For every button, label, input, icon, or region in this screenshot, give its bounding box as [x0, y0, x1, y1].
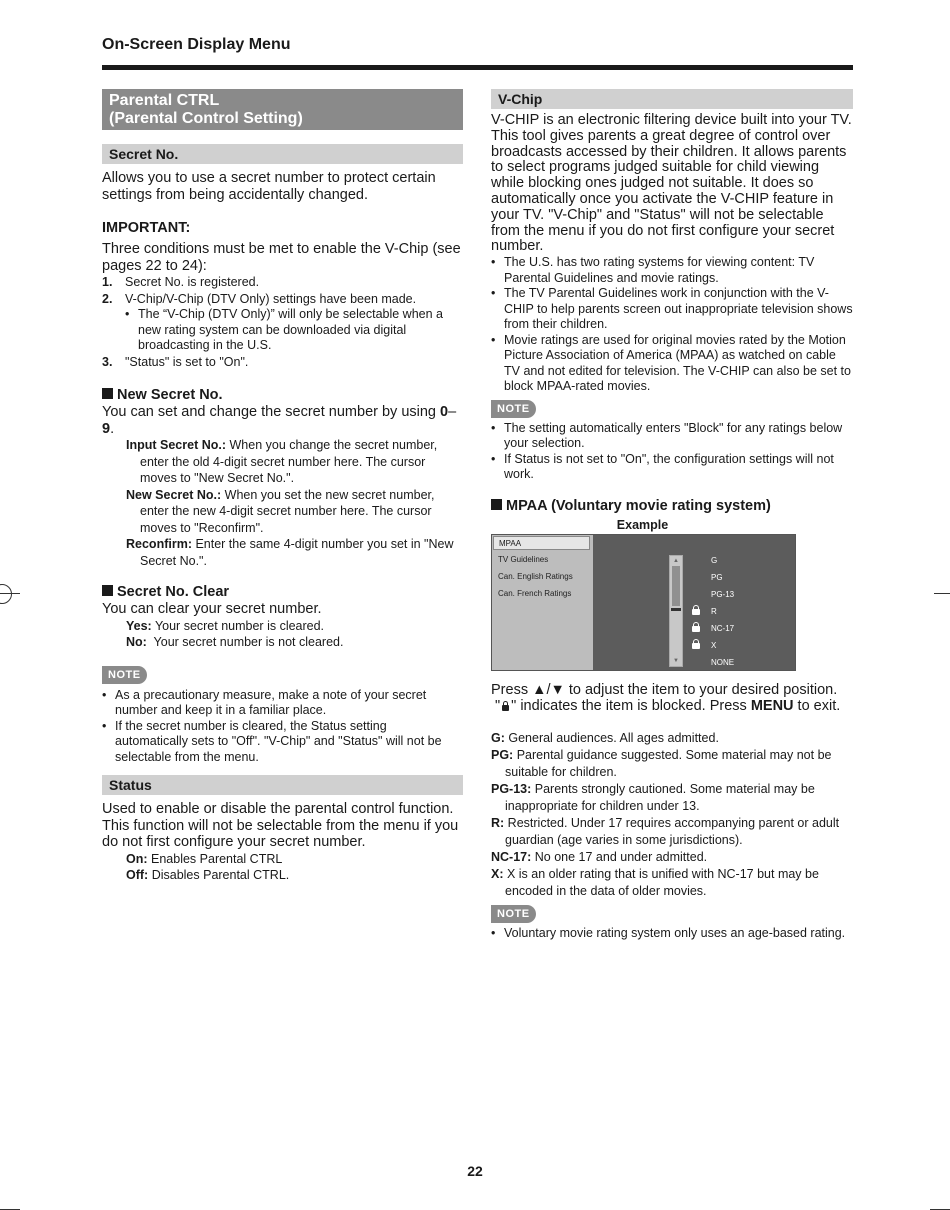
- def-new-secret: [102, 487, 463, 537]
- def-on: [102, 851, 463, 868]
- lock-icon: [692, 609, 700, 615]
- intro-digit: 9: [102, 420, 111, 437]
- osd-scroll-thumb: [671, 608, 681, 611]
- lock-icon: [692, 626, 700, 632]
- clear-heading-text: Secret No. Clear: [117, 584, 230, 600]
- rating-def-pg13: [491, 781, 853, 815]
- sub-bullet-text: The “V-Chip (DTV Only)” will only be selectable when a new rating system can be downloaded via digital broadcasting in the U.S.: [138, 307, 443, 352]
- def-desc: When you change the secret number, enter the old 4-digit secret number here. The cursor moves to "New Secret No.".: [140, 438, 438, 485]
- note-text: The setting automatically enters "Block" for any ratings below your selection.: [504, 420, 843, 451]
- osd-rating-none: NONE: [711, 657, 735, 667]
- note-item: • As a precautionary measure, make a note of your secret number and keep it in a familiar place.: [102, 688, 463, 719]
- note-list-left: [102, 688, 463, 766]
- note-text: If Status is not set to "On", the configuration settings will not work.: [504, 451, 834, 482]
- def-input-secret: [102, 437, 463, 487]
- def-term: Input Secret No.:: [126, 438, 227, 452]
- menu-key-label: MENU: [750, 698, 794, 715]
- vchip-intro: V-CHIP is an electronic filtering device built into your TV. This tool gives parents a great degree of control over broadcasts accessed by their children. It allows parents to select programs judged suitable for child viewing while blocking ones judged not suitable. It does so automatically once you activate the V-CHIP feature in your TV. "V-Chip" and "Status" will not be selectable from the menu if you do not first configure your secret number.: [491, 112, 852, 255]
- osd-menu-item-mpaa: MPAA: [493, 536, 590, 550]
- left-column: [102, 89, 463, 884]
- intro-text: You can set and change the secret number by using: [102, 404, 441, 420]
- square-bullet-icon: [102, 585, 113, 596]
- def-term: Yes:: [126, 618, 152, 633]
- section-title-line1: Parental CTRL: [109, 92, 220, 109]
- def-desc: General audiences. All ages admitted.: [504, 730, 719, 745]
- note-badge: NOTE: [491, 400, 536, 418]
- def-term: NC-17:: [491, 849, 532, 864]
- rating-definitions: [491, 730, 853, 900]
- def-term: X:: [491, 866, 504, 881]
- rating-def-pg: [491, 747, 853, 781]
- note-text: As a precautionary measure, make a note of your secret number and keep it in a familiar place.: [115, 687, 427, 717]
- osd-rating-g: G: [711, 555, 718, 565]
- note-badge: NOTE: [491, 905, 536, 923]
- def-reconfirm: [102, 536, 463, 569]
- section-title-line2: (Parental Control Setting): [109, 110, 303, 127]
- press-line1: Press ▲/▼ to adjust the item to your desired position.: [491, 681, 838, 698]
- secret-no-heading: Secret No.: [102, 144, 463, 164]
- square-bullet-icon: [491, 499, 502, 510]
- new-secret-heading-text: New Secret No.: [117, 387, 223, 403]
- scroll-up-arrow-icon: ▲: [673, 557, 679, 564]
- press-mid: " indicates the item is blocked. Press: [511, 698, 751, 715]
- def-desc: Parents strongly cautioned. Some material may be inappropriate for children under 13.: [505, 781, 815, 813]
- note-item: • Voluntary movie rating system only uses an age-based rating.: [491, 925, 846, 940]
- vchip-bullet: • Movie ratings are used for original movies rated by the Motion Picture Association of America (MPAA) as watched on cable TV and not edited for television. The V-CHIP can also be set to block MPAA-rated movies.: [491, 333, 853, 395]
- press-end: to exit.: [793, 698, 841, 715]
- osd-menu-item-can-english: Can. English Ratings: [498, 571, 573, 581]
- clear-heading: [102, 583, 463, 601]
- note-block-right: [491, 399, 853, 418]
- note-badge: NOTE: [102, 666, 147, 684]
- osd-scroll-upper: [672, 566, 680, 606]
- vchip-bullet: • The TV Parental Guidelines work in conjunction with the V-CHIP to help parents screen out inappropriate television shows from their children.: [491, 286, 853, 332]
- osd-rating-x: X: [711, 640, 717, 650]
- def-term: PG-13:: [491, 781, 532, 796]
- osd-rating-pg13: PG-13: [711, 589, 735, 599]
- mpaa-heading: [491, 497, 853, 515]
- section-title-parental-ctrl: [102, 89, 463, 130]
- page-header: On-Screen Display Menu: [102, 36, 291, 53]
- def-desc: Your secret number is cleared.: [151, 618, 325, 633]
- important-label: IMPORTANT:: [102, 220, 191, 236]
- def-desc: Your secret number is not cleared.: [146, 635, 344, 649]
- osd-rating-r: R: [711, 606, 717, 616]
- press-line2: [491, 698, 853, 715]
- def-term: On:: [126, 851, 148, 866]
- square-bullet-icon: [102, 388, 113, 399]
- def-desc: When you set the new secret number, enter the new 4-digit secret number here. The cursor moves to "Reconfirm".: [140, 487, 435, 535]
- def-term: No:: [126, 635, 147, 649]
- note-item: • If Status is not set to "On", the configuration settings will not work.: [491, 452, 853, 483]
- osd-rating-pg: PG: [711, 572, 723, 582]
- def-desc: No one 17 and under admitted.: [531, 849, 708, 864]
- rating-def-x: [491, 866, 853, 900]
- vchip-bullet: • The U.S. has two rating systems for viewing content: TV Parental Guidelines and movie ratings.: [491, 255, 853, 286]
- registration-mark-left: [0, 584, 12, 604]
- status-heading: Status: [102, 775, 463, 795]
- page-number: 22: [467, 1163, 483, 1179]
- bullet-text: The U.S. has two rating systems for viewing content: TV Parental Guidelines and movie ratings.: [504, 255, 815, 285]
- note-list-right: [491, 421, 853, 483]
- vchip-bullets: [491, 255, 853, 395]
- example-label: Example: [616, 517, 669, 532]
- rating-def-r: [491, 815, 853, 849]
- lock-icon: [692, 643, 700, 649]
- condition-num: 3.: [102, 354, 113, 369]
- def-no: [102, 634, 463, 651]
- lock-icon: [502, 705, 509, 711]
- note-item: • If the secret number is cleared, the Status setting automatically sets to "Off". "V-Chip" and "Status" will not be selectable from the menu.: [102, 719, 463, 766]
- intro-end: .: [110, 420, 115, 437]
- rating-def-nc17: [491, 849, 853, 866]
- condition-2: [102, 291, 463, 308]
- condition-2-sub-bullet: • The “V-Chip (DTV Only)” will only be selectable when a new rating system can be downloaded via digital broadcasting in the U.S.: [102, 307, 463, 354]
- def-desc: X is an older rating that is unified with NC-17 but may be encoded in the data of older movies.: [503, 866, 819, 898]
- condition-num: 2.: [102, 291, 113, 306]
- def-term: G:: [491, 730, 505, 745]
- def-term: R:: [491, 815, 505, 830]
- condition-text: V-Chip/V-Chip (DTV Only) settings have been made.: [125, 291, 417, 306]
- osd-menu-item-can-french: Can. French Ratings: [498, 588, 572, 598]
- def-desc: Parental guidance suggested. Some material may not be suitable for children.: [505, 747, 832, 779]
- intro-digit: 0: [440, 404, 449, 420]
- def-term: New Secret No.:: [126, 487, 222, 502]
- note-block-left: [102, 665, 463, 684]
- def-yes: [102, 618, 463, 635]
- note-item: • The setting automatically enters "Block" for any ratings below your selection.: [491, 421, 853, 452]
- def-desc: Enables Parental CTRL: [147, 851, 283, 866]
- note-text: If the secret number is cleared, the Status setting automatically sets to "Off". "V-Chip" and "Status" will not be selectable from the menu.: [115, 718, 442, 764]
- osd-screen-example: [491, 534, 796, 671]
- note-text: Voluntary movie rating system only uses an age-based rating.: [504, 925, 846, 940]
- osd-rating-nc17: NC-17: [711, 623, 735, 633]
- bullet-text: Movie ratings are used for original movies rated by the Motion Picture Association of America (MPAA) as watched on cable TV and not edited for television. The V-CHIP can also be set to block MPAA-rated movies.: [504, 332, 851, 394]
- def-desc: Restricted. Under 17 requires accompanying parent or adult guardian (age varies in some jurisdictions).: [504, 815, 840, 847]
- mpaa-heading-text: MPAA (Voluntary movie rating system): [506, 497, 771, 514]
- status-intro: Used to enable or disable the parental control function. This function will not be selectable from the menu if you do not first configure your secret number.: [102, 801, 459, 850]
- scroll-down-arrow-icon: ▼: [673, 657, 679, 664]
- bullet-text: The TV Parental Guidelines work in conjunction with the V-CHIP to help parents screen out inappropriate television shows from their children.: [504, 286, 853, 332]
- crop-mark-right: [934, 593, 950, 594]
- osd-menu-panel: [492, 535, 593, 670]
- rating-def-g: [491, 730, 853, 747]
- condition-1: [102, 274, 463, 291]
- header-rule: [102, 65, 853, 70]
- condition-3: [102, 354, 463, 371]
- important-text: Three conditions must be met to enable the V-Chip (see pages 22 to 24):: [102, 241, 461, 274]
- new-secret-heading: [102, 386, 463, 404]
- intro-dash: –: [448, 404, 457, 420]
- condition-num: 1.: [102, 275, 113, 289]
- def-desc: Disables Parental CTRL.: [148, 868, 290, 882]
- note-block-mpaa: [491, 904, 853, 923]
- secret-no-intro: Allows you to use a secret number to protect certain settings from being accidentally changed.: [102, 170, 436, 203]
- def-term: PG:: [491, 747, 514, 762]
- note-list-mpaa: [491, 926, 853, 942]
- condition-text: Secret No. is registered.: [125, 275, 260, 289]
- quote: ": [495, 698, 501, 715]
- clear-intro: You can clear your secret number.: [102, 601, 322, 617]
- def-term: Reconfirm:: [126, 537, 192, 551]
- osd-menu-item-tv-guidelines: TV Guidelines: [498, 554, 549, 564]
- new-secret-intro: [102, 404, 463, 437]
- def-off: [102, 867, 463, 884]
- vchip-heading: V-Chip: [491, 89, 853, 109]
- press-instructions: [491, 682, 853, 715]
- osd-scrollbar: [669, 555, 683, 667]
- condition-text: "Status" is set to "On".: [125, 354, 249, 369]
- def-desc: Enter the same 4-digit number you set in "New Secret No.".: [140, 537, 454, 568]
- right-column: [491, 89, 853, 941]
- def-term: Off:: [126, 868, 149, 882]
